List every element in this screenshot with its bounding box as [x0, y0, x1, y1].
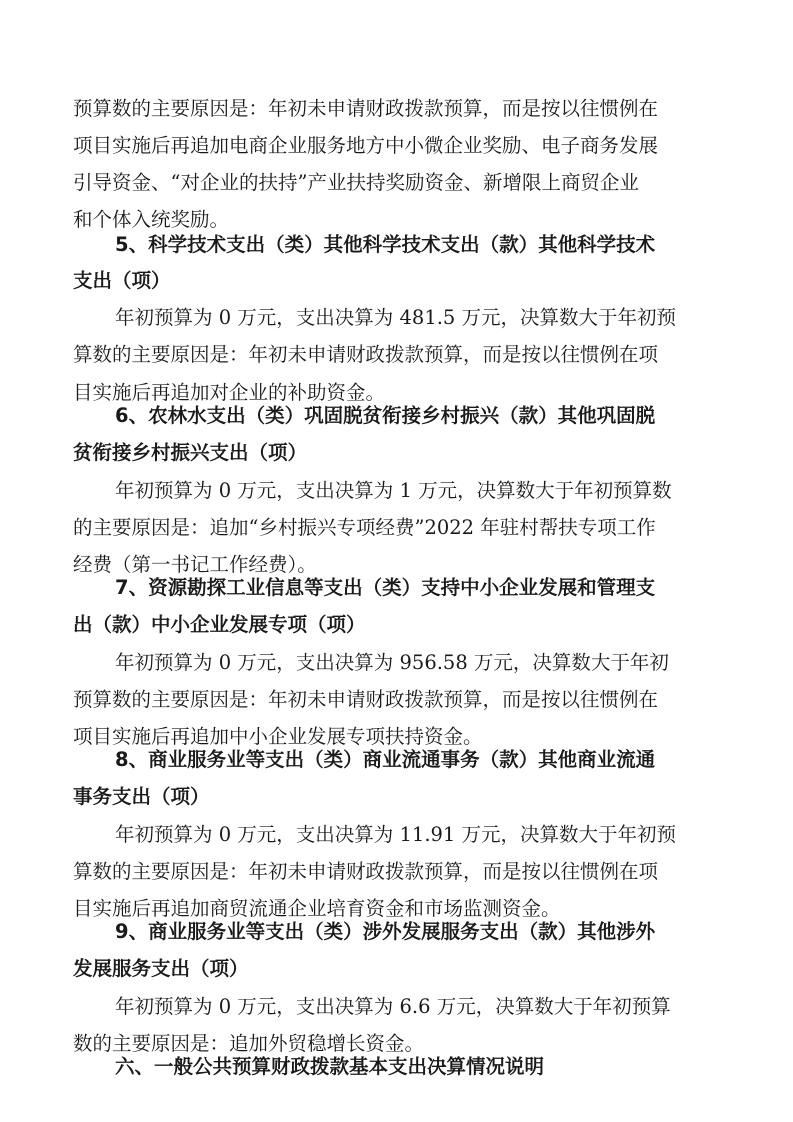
paragraph-line: 数的主要原因是：追加外贸稳增长资金。: [73, 1032, 425, 1055]
paragraph-line: 目实施后再追加商贸流通企业培育资金和市场监测资金。: [73, 897, 561, 920]
paragraph-line: 的主要原因是：追加“乡村振兴专项经费”2022 年驻村帮扶专项工作: [73, 516, 656, 539]
section-heading: 发展服务支出（项）: [73, 957, 249, 980]
paragraph-line: 年初预算为 0 万元，支出决算为 956.58 万元，决算数大于年初: [115, 651, 669, 674]
paragraph-line: 预算数的主要原因是：年初未申请财政拨款预算，而是按以往惯例在: [73, 688, 659, 711]
section-heading: 支出（项）: [73, 269, 171, 292]
paragraph-line: 目实施后再追加对企业的补助资金。: [73, 381, 386, 404]
paragraph-line: 和个体入统奖励。: [73, 208, 230, 231]
section-heading: 6、农林水支出（类）巩固脱贫衔接乡村振兴（款）其他巩固脱: [115, 404, 656, 427]
paragraph-line: 年初预算为 0 万元，支出决算为 11.91 万元，决算数大于年初预: [115, 823, 677, 846]
section-heading: 贫衔接乡村振兴支出（项）: [73, 441, 308, 464]
paragraph-line: 算数的主要原因是：年初未申请财政拨款预算，而是按以往惯例在项: [73, 860, 659, 883]
paragraph-line: 算数的主要原因是：年初未申请财政拨款预算，而是按以往惯例在项: [73, 343, 659, 366]
paragraph-line: 项目实施后再追加中小企业发展专项扶持资金。: [73, 725, 483, 748]
paragraph-line: 年初预算为 0 万元，支出决算为 1 万元，决算数大于年初预算数: [115, 479, 672, 502]
section-heading: 8、商业服务业等支出（类）商业流通事务（款）其他商业流通: [115, 748, 656, 771]
paragraph-line: 引导资金、“对企业的扶持”产业扶持奖励资金、新增限上商贸企业: [73, 171, 639, 194]
paragraph-line: 经费（第一书记工作经费）。: [73, 553, 317, 576]
chapter-heading: 六、一般公共预算财政拨款基本支出决算情况说明: [115, 1055, 545, 1078]
section-heading: 出（款）中小企业发展专项（项）: [73, 613, 366, 636]
paragraph-line: 年初预算为 0 万元，支出决算为 6.6 万元，决算数大于年初预算: [115, 995, 671, 1018]
paragraph-line: 项目实施后再追加电商企业服务地方中小微企业奖励、电子商务发展: [73, 134, 659, 157]
paragraph-line: 年初预算为 0 万元，支出决算为 481.5 万元，决算数大于年初预: [115, 306, 677, 329]
section-heading: 7、资源勘探工业信息等支出（类）支持中小企业发展和管理支: [115, 576, 656, 599]
section-heading: 5、科学技术支出（类）其他科学技术支出（款）其他科学技术: [115, 233, 656, 256]
section-heading: 事务支出（项）: [73, 785, 210, 808]
paragraph-line: 预算数的主要原因是：年初未申请财政拨款预算，而是按以往惯例在: [73, 97, 659, 120]
section-heading: 9、商业服务业等支出（类）涉外发展服务支出（款）其他涉外: [115, 920, 656, 943]
